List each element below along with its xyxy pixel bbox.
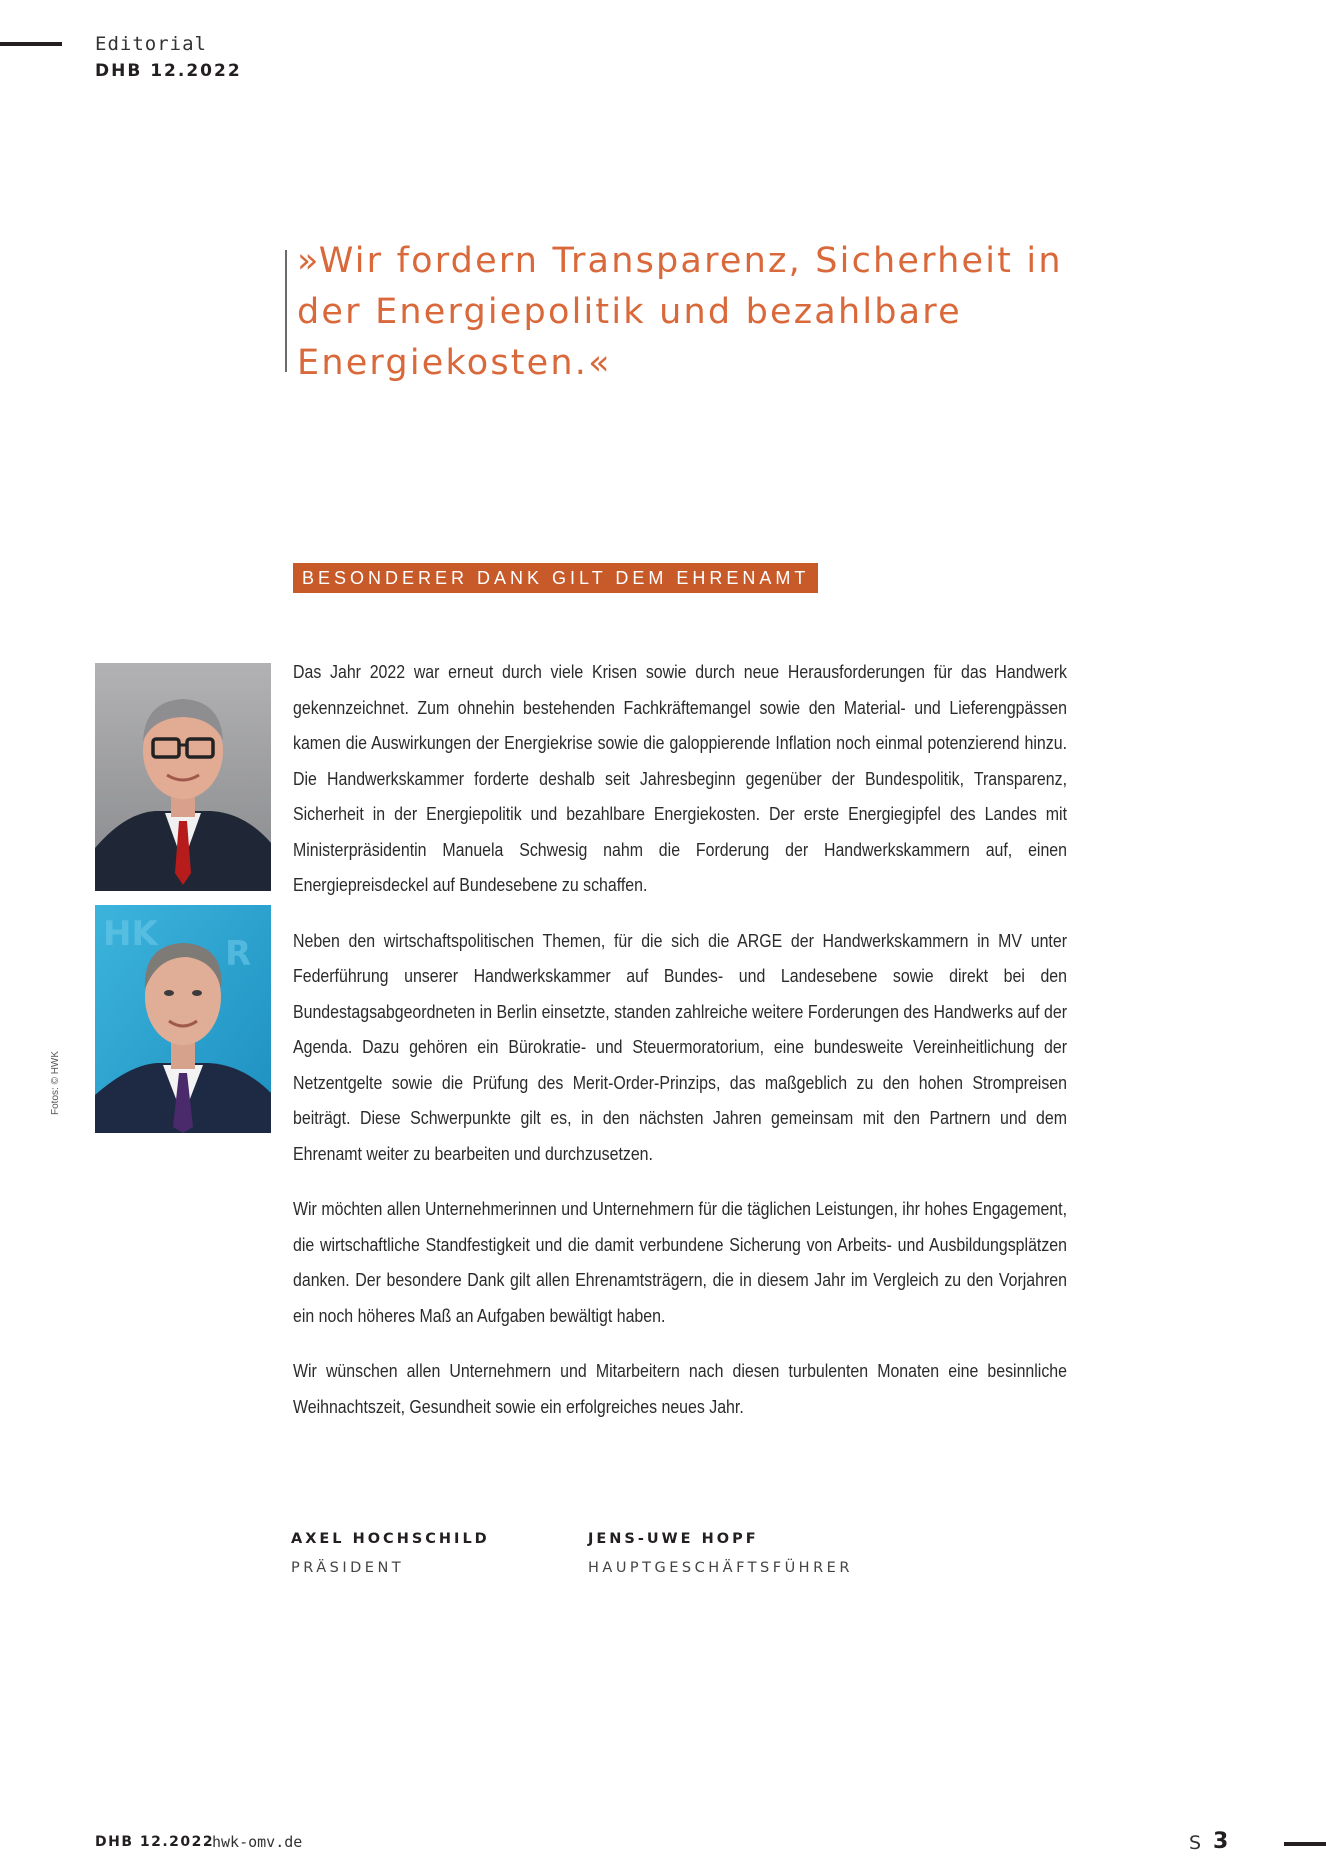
svg-text:HK: HK [103, 914, 158, 954]
footer-issue: DHB 12.2022 [95, 1834, 215, 1850]
svg-text:R: R [225, 934, 252, 974]
portrait-axel-hochschild [95, 663, 271, 891]
page-prefix: S [1189, 1832, 1202, 1854]
paragraph: Wir möchten allen Unternehmerinnen und Unternehmern für die täglichen Leistungen, ihr hohes Engagement, die wirtschaftliche Standfestigkeit und die damit verbundene Sicherung von Arbeits- und Ausbildungsplätzen danken. Der besondere Dank gilt allen Ehrenamtsträgern, die in diesem Jahr im Vergleich zu den Vorjahren ein noch höheres Maß an Aufgaben bewältigt haben. [293, 1198, 1067, 1326]
issue-label: DHB 12.2022 [95, 61, 242, 81]
signature-role: HAUPTGESCHÄFTSFÜHRER [588, 1560, 853, 1576]
paragraph: Wir wünschen allen Unternehmern und Mitarbeitern nach diesen turbulenten Monaten eine besinnliche Weihnachtszeit, Gesundheit sowie ein erfolgreiches neues Jahr. [293, 1360, 1067, 1417]
photo-credit: Fotos: © HWK [50, 1050, 61, 1115]
signature-name: AXEL HOCHSCHILD [291, 1531, 490, 1547]
portrait-jens-uwe-hopf [95, 905, 271, 1133]
quote-rule [285, 250, 287, 372]
section-label: Editorial [95, 33, 207, 55]
footer-url[interactable]: hwk-omv.de [212, 1833, 303, 1851]
pull-quote: »Wir fordern Transparenz, Sicherheit in der Energiepolitik und bezahlbare Energiekosten.« [297, 241, 1063, 383]
signature-name: JENS-UWE HOPF [588, 1531, 759, 1547]
header-rule [0, 42, 62, 46]
footer-rule [1284, 1842, 1326, 1846]
article-body [293, 654, 1067, 1444]
paragraph: Neben den wirtschaftspolitischen Themen, für die sich die ARGE der Handwerkskammern in MV unter Federführung unserer Handwerkskammer auf Bundes- und Landesebene sowie direkt bei den Bundestagsabgeordneten in Berlin einsetzte, standen zahlreiche weitere Forderungen des Handwerks auf der Agenda. Dazu gehören ein Bürokratie- und Steuermoratorium, eine bundesweite Vereinheitlichung der Netzentgelte sowie die Prüfung des Merit-Order-Prinzips, das maßgeblich zu den hohen Strompreisen beiträgt. Diese Schwerpunkte gilt es, in den nächsten Jahren gemeinsam mit den Partnern und dem Ehrenamt weiter zu bearbeiten und durchzusetzen. [293, 929, 1067, 1164]
section-kicker: BESONDERER DANK GILT DEM EHRENAMT [293, 563, 818, 593]
paragraph: Das Jahr 2022 war erneut durch viele Krisen sowie durch neue Herausforderungen für das Handwerk gekennzeichnet. Zum ohnehin bestehenden Fachkräftemangel sowie den Material- und Lieferengpässen kamen die Auswirkungen der Energiekrise sowie die galoppierende Inflation noch einmal potenzierend hinzu. Die Handwerkskammer forderte deshalb seit Jahresbeginn gegenüber der Bundespolitik, Transparenz, Sicherheit in der Energiepolitik und bezahlbare Energiekosten. Der erste Energiegipfel des Landes mit Ministerpräsidentin Manuela Schwesig nahm die Forderung der Handwerkskammern auf, einen Energiepreisdeckel auf Bundesebene zu schaffen. [293, 661, 1067, 895]
page-number: 3 [1213, 1829, 1229, 1854]
signature-role: PRÄSIDENT [291, 1560, 405, 1576]
